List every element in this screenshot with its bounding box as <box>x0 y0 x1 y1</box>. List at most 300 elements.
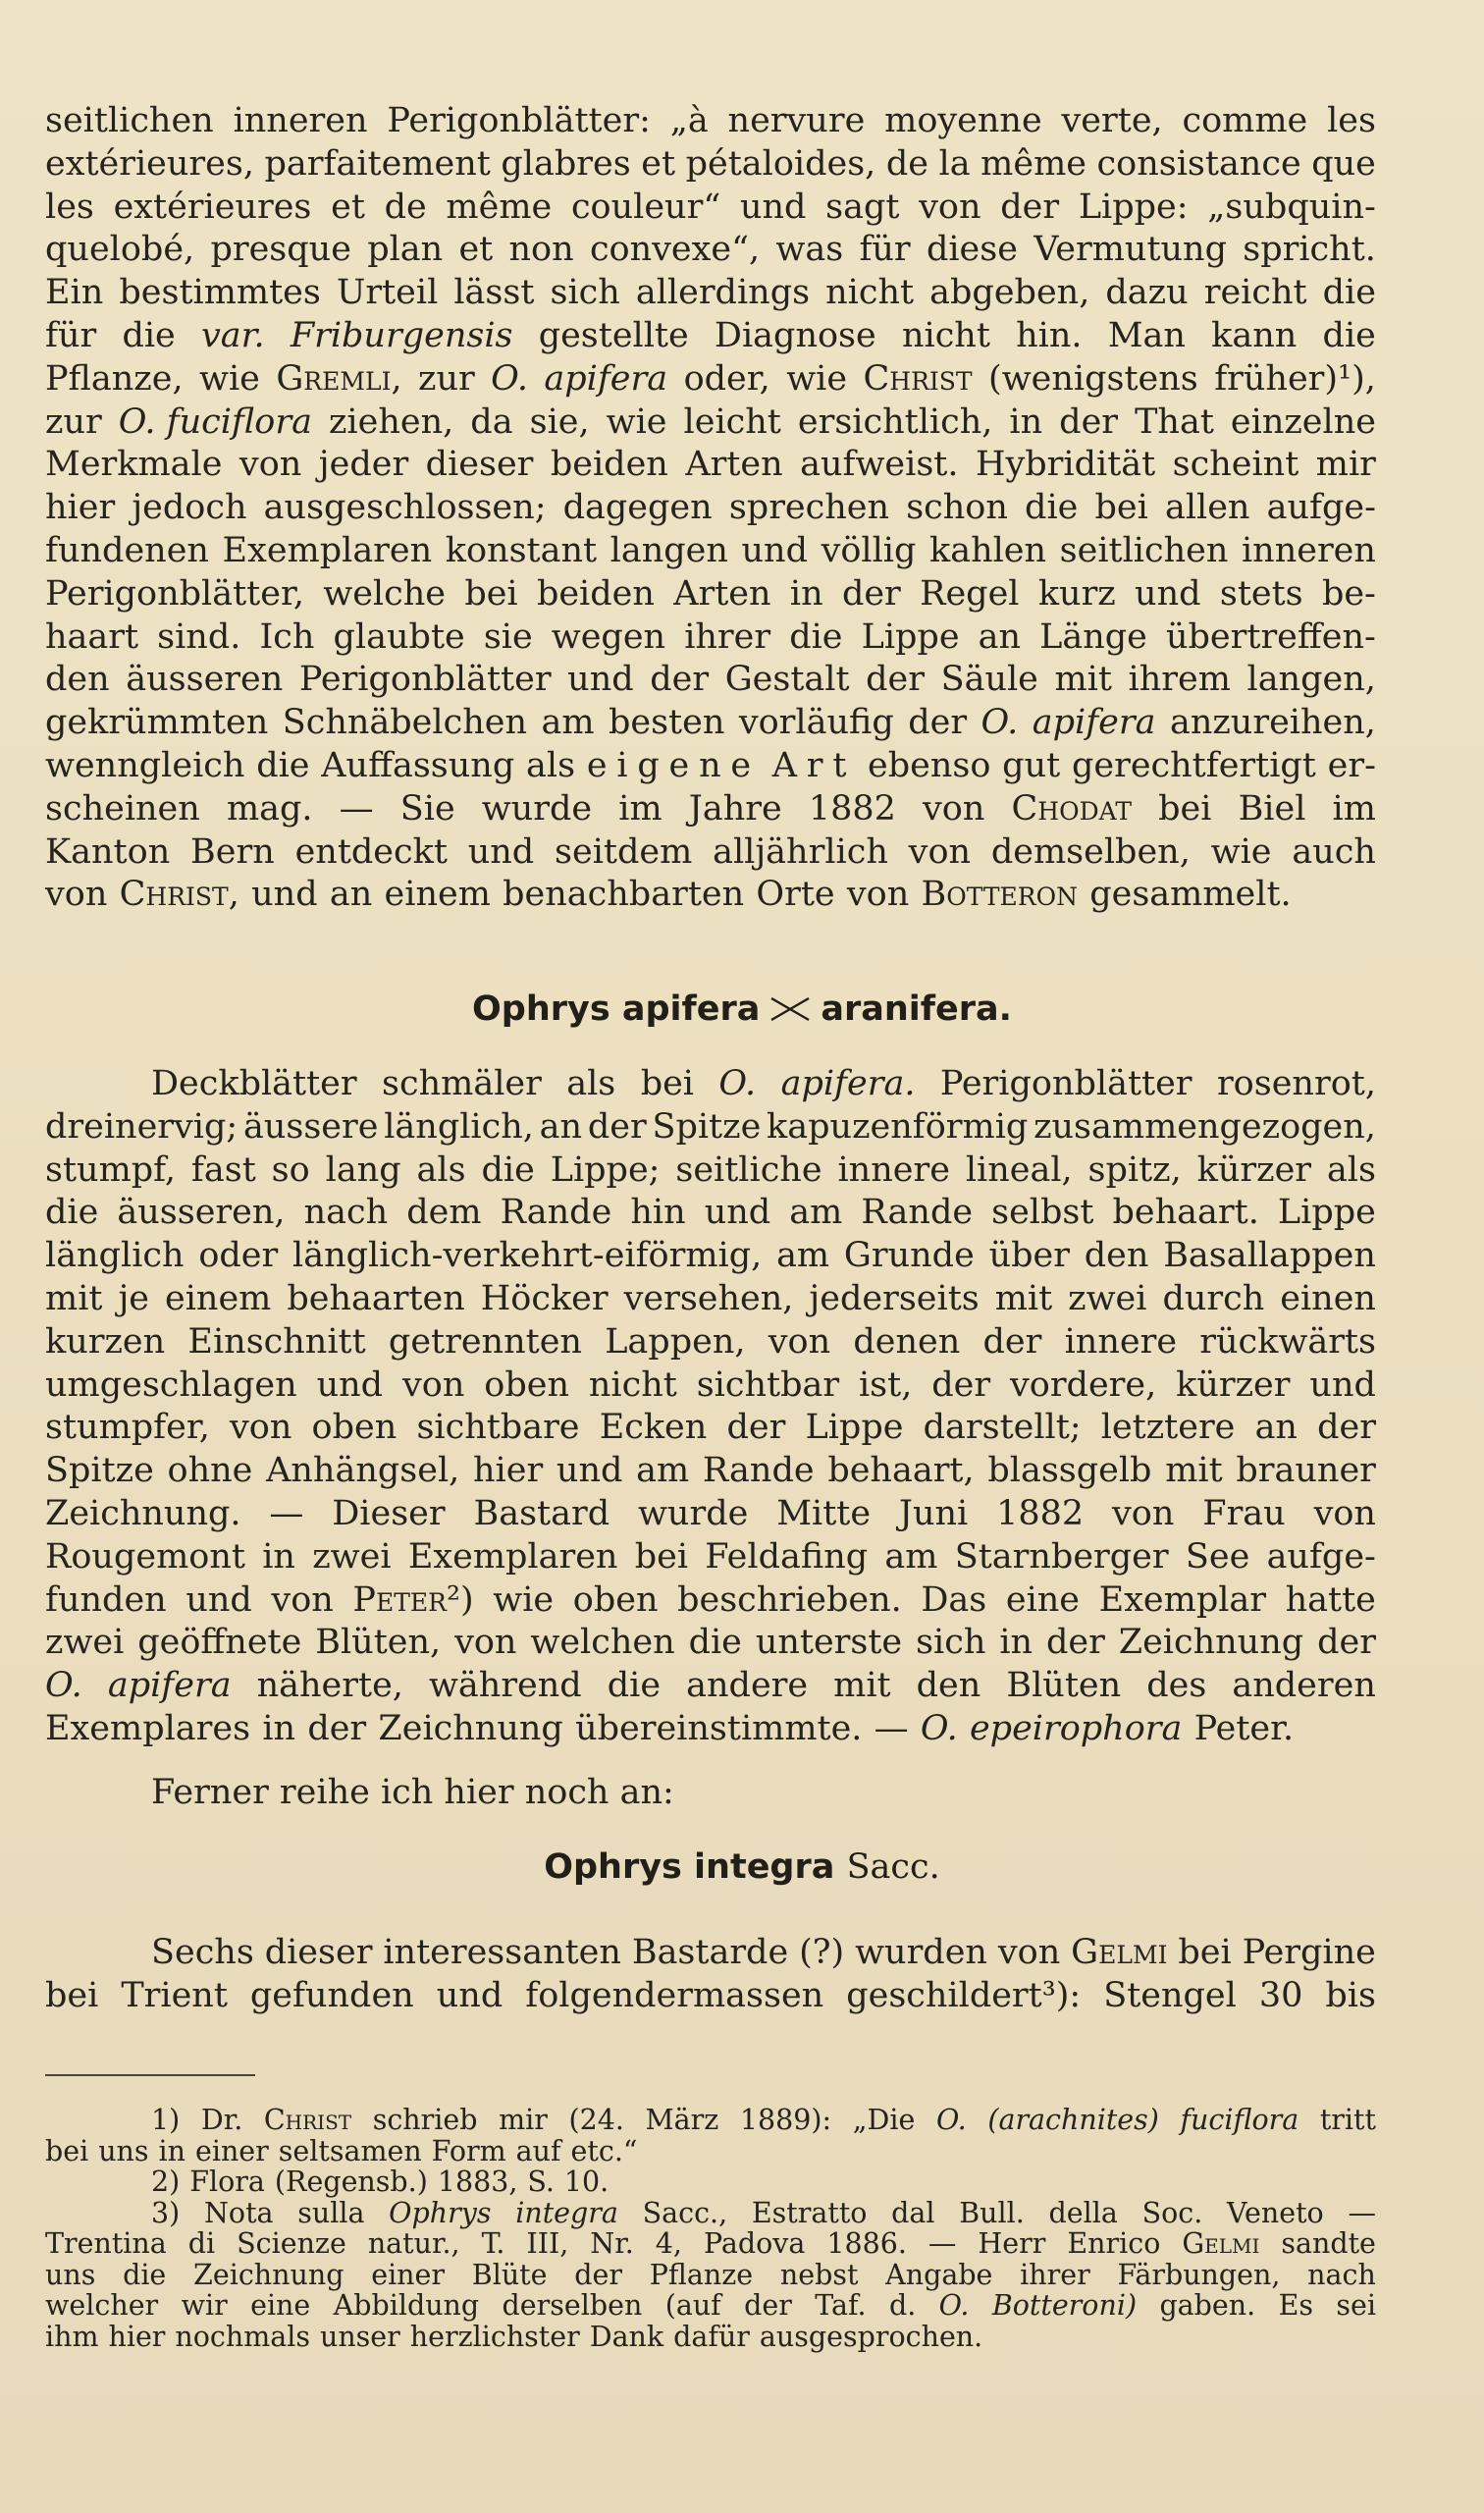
word: Bull. <box>959 2196 1025 2229</box>
word: bis <box>1325 1975 1376 2015</box>
word: même <box>446 187 553 227</box>
word: näherte, <box>256 1666 403 1706</box>
heading-apifera-aranifera <box>0 989 1484 1029</box>
word: „à <box>669 101 709 140</box>
word: (wenigstens <box>988 358 1198 399</box>
word: ohne <box>167 1451 253 1491</box>
word: leicht <box>683 401 781 442</box>
paragraph2-line <box>45 1536 1376 1579</box>
word: Blüten <box>1006 1666 1122 1706</box>
word: Christ <box>863 358 973 399</box>
word: und <box>556 1451 623 1491</box>
word: getrennten <box>388 1321 582 1362</box>
footnotes <box>45 2105 1376 2352</box>
word: sagt <box>825 187 900 227</box>
word: glaubte <box>333 616 465 657</box>
word: während <box>428 1666 582 1706</box>
word: Rougemont <box>45 1536 245 1577</box>
word: Perigonblätter, <box>45 573 304 614</box>
word: lineal, <box>965 1150 1073 1190</box>
word: mit <box>833 1666 891 1706</box>
word: abgeben, <box>929 273 1090 313</box>
word: am <box>776 1236 830 1276</box>
word: von <box>45 875 108 915</box>
word: März <box>645 2104 719 2136</box>
word: der <box>744 2289 792 2322</box>
word: jeder <box>318 445 409 485</box>
word: allen <box>1164 488 1250 528</box>
word: behaart, <box>827 1451 975 1491</box>
paragraph1-line <box>45 401 1376 445</box>
word: anzureihen, <box>1169 703 1376 743</box>
word: Zeichnung <box>378 1708 563 1748</box>
word: Trient <box>121 1975 228 2015</box>
word: wurden <box>855 1933 987 1972</box>
word: seitlichen <box>1059 530 1229 570</box>
word: Anhängsel, <box>266 1451 460 1491</box>
word: jederseits <box>809 1278 980 1318</box>
word: Exemplaren <box>407 1536 618 1577</box>
footnotes-line <box>45 2105 1376 2136</box>
word: aufge- <box>1266 488 1376 528</box>
word: besten <box>608 703 725 743</box>
word: Feldafing <box>705 1536 869 1577</box>
word: bei <box>1158 788 1212 829</box>
word: uns <box>45 2258 96 2291</box>
word: ziehen, <box>328 401 454 442</box>
word: von <box>919 187 981 227</box>
paragraph2-line <box>45 1278 1376 1321</box>
word: Orte <box>756 875 835 915</box>
word: apifera <box>107 1666 232 1706</box>
word: apifera <box>1032 703 1156 743</box>
word: der <box>931 1364 991 1405</box>
word: unterste <box>755 1623 903 1663</box>
paragraph-3 <box>45 1772 1376 1815</box>
word: gekrümmten <box>45 703 269 743</box>
word: für <box>45 315 97 355</box>
word: Stengel <box>1103 1975 1237 2015</box>
word: gefunden <box>249 1975 414 2015</box>
word: kurzen <box>45 1321 166 1362</box>
word: kann <box>1211 315 1298 355</box>
word: convexe“, <box>589 230 761 270</box>
word: ihrer <box>1020 2258 1090 2291</box>
word: mit <box>45 1278 103 1318</box>
word: an <box>539 1106 583 1147</box>
word: (Regensb.) <box>274 2165 428 2198</box>
word: wie <box>1210 831 1272 872</box>
word: — <box>339 788 374 829</box>
word: dem <box>406 1193 482 1233</box>
word: äussere <box>242 1106 379 1147</box>
word: Form <box>431 2134 506 2167</box>
word: moyenne <box>884 101 1042 140</box>
word: nochmals <box>175 2320 310 2353</box>
word: dieser <box>264 1933 373 1972</box>
word: mir <box>499 2104 548 2136</box>
word: die <box>688 1623 742 1663</box>
word: verte, <box>1061 101 1163 140</box>
word: einzelne <box>1230 401 1376 442</box>
word: brauner <box>1236 1451 1376 1491</box>
word: den <box>45 660 110 700</box>
word: welchen <box>530 1623 675 1663</box>
paragraph2-line <box>45 1321 1376 1364</box>
word: von <box>454 1623 517 1663</box>
word: That <box>1135 401 1214 442</box>
word: gesammelt. <box>1089 875 1292 915</box>
word: von <box>768 1321 831 1362</box>
word: bei <box>464 573 518 614</box>
footnotes-line <box>45 2198 1376 2229</box>
word: als <box>526 745 576 785</box>
word: wurde <box>481 788 593 829</box>
word: Hybridität <box>975 445 1156 485</box>
word: Einschnitt <box>187 1321 366 1362</box>
word: hier <box>45 488 116 528</box>
word: O. <box>718 1064 757 1103</box>
word: (24. <box>568 2104 624 2136</box>
word: Zeichnung <box>193 2258 344 2291</box>
paragraph2-line <box>45 1106 1376 1150</box>
word: andere <box>686 1666 809 1706</box>
word: seitliche <box>675 1150 822 1190</box>
paragraph1-line <box>45 487 1376 530</box>
word: et <box>331 187 365 227</box>
word: sich <box>550 273 620 313</box>
word: einer <box>194 2134 269 2167</box>
word: die <box>481 1150 535 1190</box>
word: pétaloides, <box>685 143 876 184</box>
word: Man <box>1107 315 1186 355</box>
word: sei <box>1336 2289 1376 2322</box>
word: der <box>1059 401 1119 442</box>
word: la <box>938 143 971 184</box>
word: dazu <box>1105 273 1189 313</box>
word: oben <box>484 1364 569 1405</box>
word: der <box>307 1708 367 1748</box>
paragraph-1 <box>45 100 1376 917</box>
word: sichtbar <box>696 1364 840 1405</box>
heading-author-text: Sacc. <box>846 1847 940 1887</box>
word: les <box>1327 101 1376 140</box>
word: Botteron <box>921 875 1078 915</box>
word: fundenen <box>45 530 209 570</box>
word: ausgeschlossen; <box>263 488 547 528</box>
word: länglich-verkehrt-eiförmig, <box>292 1236 763 1276</box>
paragraph2-line <box>45 1150 1376 1193</box>
paragraph1-line <box>45 659 1376 702</box>
word: ebenso <box>867 745 991 785</box>
word: Christ <box>263 2104 352 2136</box>
word: der <box>574 2258 622 2291</box>
word: eigene <box>586 745 761 785</box>
heading-ophrys-integra <box>0 1847 1484 1887</box>
paragraph1-line <box>45 444 1376 487</box>
paragraph1-line <box>45 100 1376 143</box>
word: so <box>271 1150 310 1190</box>
word: wurde <box>637 1493 749 1533</box>
word: dagegen <box>562 488 713 528</box>
paragraph-3-text: Ferner reihe ich hier noch an: <box>151 1773 674 1812</box>
word: Dank <box>589 2320 664 2353</box>
word: ihm <box>45 2320 99 2353</box>
word: die <box>607 1666 662 1706</box>
word: rosenrot, <box>1216 1064 1376 1103</box>
word: Gremli, <box>276 358 402 399</box>
word: (arachnites) <box>987 2104 1159 2136</box>
word: — <box>928 2227 957 2260</box>
word: und <box>704 1193 771 1233</box>
word: schon <box>906 488 1008 528</box>
word: Vermutung <box>1034 230 1227 270</box>
word: O. <box>938 2289 970 2322</box>
word: nach <box>303 1193 389 1233</box>
footnotes-line <box>45 2136 1376 2167</box>
word: S. <box>527 2165 555 2198</box>
word: an <box>978 616 1022 657</box>
word: von <box>908 831 972 872</box>
word: alljährlich <box>713 831 888 872</box>
word: den <box>1084 1236 1149 1276</box>
word: Gelmi <box>1071 1933 1168 1972</box>
word: Ich <box>259 616 315 657</box>
word: und <box>567 660 634 700</box>
word: Grunde <box>843 1236 975 1276</box>
word: gerechtfertigt <box>1071 745 1316 785</box>
word: Lippe; <box>550 1150 661 1190</box>
word: wie <box>199 358 260 399</box>
word: ausgesprochen. <box>759 2320 983 2353</box>
word: zwei <box>45 1623 125 1663</box>
word: Art <box>771 745 857 785</box>
word: nicht <box>825 273 915 313</box>
word: herzlichster <box>409 2320 580 2353</box>
word: O. fuciflora <box>118 401 312 442</box>
word: eine <box>250 2289 311 2322</box>
word: demselben, <box>990 831 1191 872</box>
word: einem <box>384 875 491 915</box>
word: bei <box>1178 1933 1232 1972</box>
word: der <box>982 1321 1042 1362</box>
word: Scienze <box>237 2227 346 2260</box>
word: wie <box>786 358 848 399</box>
word: extérieures, <box>45 143 254 184</box>
paragraph2-line <box>45 1708 1376 1751</box>
word: zusammengezogen, <box>1034 1106 1376 1147</box>
paragraph2-line <box>45 1622 1376 1665</box>
word: länglich, <box>384 1106 534 1147</box>
word: O. <box>45 1666 82 1706</box>
word: sandte <box>1281 2227 1376 2260</box>
word: letztere <box>1100 1408 1236 1448</box>
word: Perigonblätter <box>939 1064 1192 1103</box>
word: oder <box>198 1236 279 1276</box>
word: am <box>541 703 595 743</box>
word: benachbarten <box>503 875 745 915</box>
word: oder, <box>683 358 770 399</box>
word: Lippe <box>805 1408 904 1448</box>
word: oben <box>311 1408 398 1448</box>
word: Länge <box>1039 616 1147 657</box>
word: im <box>1332 788 1376 829</box>
word: Veneto <box>1227 2196 1324 2229</box>
word: Arten <box>673 573 771 614</box>
word: Höcker <box>480 1278 609 1318</box>
word: tritt <box>1319 2104 1376 2136</box>
paragraph2-line <box>45 1450 1376 1493</box>
paragraph1-line <box>45 143 1376 187</box>
word: äusseren, <box>117 1193 286 1233</box>
word: die <box>1025 488 1079 528</box>
footnotes-line <box>45 2260 1376 2291</box>
word: äusseren <box>126 660 284 700</box>
word: Nr. <box>590 2227 634 2260</box>
word: anderen <box>1232 1666 1376 1706</box>
word: die <box>789 616 843 657</box>
word: als <box>416 1150 466 1190</box>
word: konstant <box>445 530 598 570</box>
word: versehen, <box>623 1278 794 1318</box>
word: fast <box>190 1150 256 1190</box>
word: 4, <box>655 2227 682 2260</box>
word: Merkmale <box>45 445 223 485</box>
word: Peter²) <box>352 1579 474 1620</box>
word: der <box>841 573 901 614</box>
word: in <box>1009 401 1043 442</box>
word: nicht <box>588 1364 677 1405</box>
word: Diagnose <box>714 315 876 355</box>
word: interessanten <box>383 1933 621 1972</box>
word: Spitze <box>45 1451 154 1491</box>
paragraph2-line <box>45 1493 1376 1536</box>
word: Bastarde <box>631 1933 789 1972</box>
word: non <box>508 230 574 270</box>
word: in <box>999 1623 1034 1663</box>
word: reicht <box>1203 273 1307 313</box>
word: Sechs <box>151 1933 254 1972</box>
word: durch <box>1162 1278 1265 1318</box>
word: allerdings <box>635 273 811 313</box>
word: in <box>789 573 823 614</box>
word: ihrem <box>1128 660 1231 700</box>
word: und <box>186 1579 252 1620</box>
word: scheinen <box>45 788 200 829</box>
word: Pergine <box>1242 1933 1376 1972</box>
word: beschrieben. <box>677 1579 902 1620</box>
word: Trentina <box>45 2227 167 2260</box>
word: entdeckt <box>294 831 448 872</box>
word: sichtbare <box>416 1408 580 1448</box>
word: 1889): <box>739 2104 832 2136</box>
word: 1883, <box>437 2165 518 2198</box>
paragraph1-line <box>45 831 1376 875</box>
word: mit <box>1165 1451 1223 1491</box>
word: couleur“ <box>570 187 721 227</box>
word: je <box>118 1278 150 1318</box>
word: Sacc., <box>642 2196 728 2229</box>
heading-name-text: Ophrys integra <box>544 1847 835 1887</box>
word: hatte <box>1285 1579 1376 1620</box>
word: inneren <box>233 101 368 140</box>
paragraph1-line <box>45 530 1376 573</box>
word: O. <box>980 703 1019 743</box>
word: behaart. <box>1112 1193 1259 1233</box>
word: an <box>329 875 373 915</box>
paragraph2-line <box>45 1364 1376 1408</box>
word: für <box>859 230 911 270</box>
word: Chodat <box>1011 788 1133 829</box>
word: von <box>846 875 910 915</box>
word: Jahre <box>688 788 782 829</box>
word: unser <box>319 2320 400 2353</box>
cross-mark-icon <box>768 994 813 1024</box>
paragraph2-line <box>45 1665 1376 1708</box>
word: Exemplar <box>1098 1579 1267 1620</box>
paragraph1-line <box>45 358 1376 401</box>
word: wenngleich <box>45 745 245 785</box>
word: in <box>262 1536 295 1577</box>
word: spitz, <box>1087 1150 1182 1190</box>
word: Perigonblätter <box>298 660 552 700</box>
word: und <box>467 831 535 872</box>
footnote-divider <box>45 2074 255 2076</box>
word: schmäler <box>382 1064 542 1103</box>
word: Säule <box>940 660 1038 700</box>
word: gestellte <box>538 315 689 355</box>
word: kürzer <box>1176 1364 1291 1405</box>
word: consistance <box>1096 143 1301 184</box>
word: diese <box>926 230 1018 270</box>
word: dal <box>891 2196 935 2229</box>
word: mit <box>994 1278 1053 1318</box>
word: fuciflora <box>1180 2104 1299 2136</box>
word: Es <box>1278 2289 1314 2322</box>
word: parfaitement <box>264 143 491 184</box>
word: stumpf, <box>45 1150 176 1190</box>
word: rückwärts <box>1199 1321 1376 1362</box>
word: übertreffen- <box>1165 616 1376 657</box>
word: der <box>866 660 925 700</box>
word: Dr. <box>200 2104 243 2136</box>
word: einen <box>1280 1278 1376 1318</box>
word: vordere, <box>1009 1364 1157 1405</box>
word: Zeichnung <box>1118 1623 1304 1663</box>
word: — <box>1348 2196 1376 2229</box>
word: be- <box>1321 573 1376 614</box>
word: einer <box>371 2258 446 2291</box>
word: von <box>230 1408 292 1448</box>
word: darstellt; <box>923 1408 1082 1448</box>
word: O. <box>935 2104 967 2136</box>
word: seitdem <box>555 831 693 872</box>
word: wir <box>181 2289 228 2322</box>
word: bei <box>45 1975 99 2015</box>
word: et <box>458 230 494 270</box>
paragraph4-line <box>45 1932 1376 1975</box>
word: innere <box>1064 1321 1178 1362</box>
word: der <box>1045 1623 1105 1663</box>
word: Gestalt <box>724 660 850 700</box>
word: les <box>45 187 94 227</box>
word: Peter. <box>1193 1708 1295 1748</box>
word: sie <box>483 616 533 657</box>
word: bei <box>1094 488 1148 528</box>
word: zwei <box>312 1536 392 1577</box>
word: er- <box>1327 745 1376 785</box>
word: zur <box>45 401 102 442</box>
